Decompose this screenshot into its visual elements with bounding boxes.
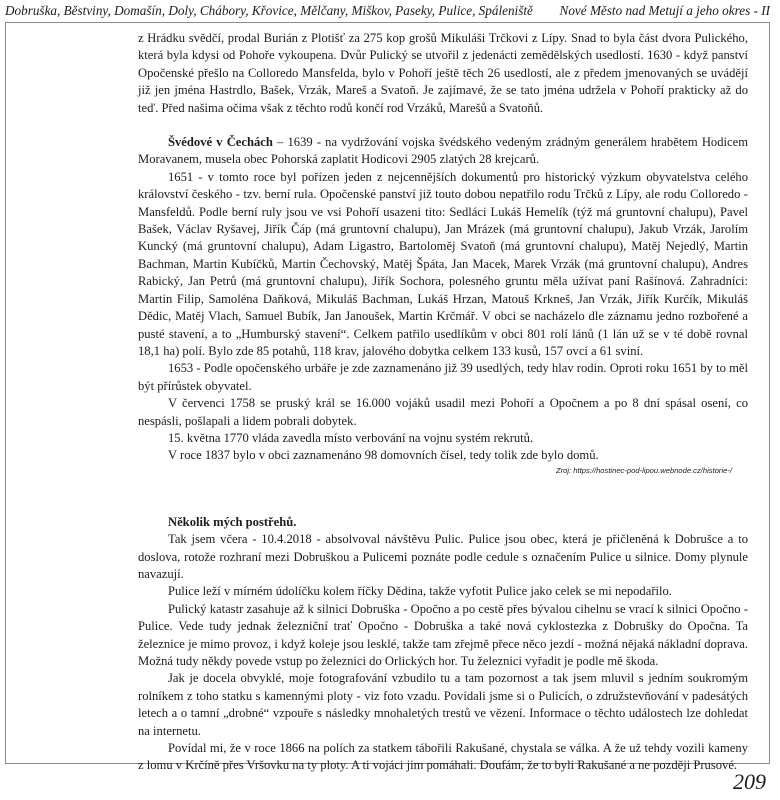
spacer bbox=[138, 117, 748, 134]
paragraph-prusky-kral: V červenci 1758 se pruský král se 16.000 vojáků usadil mezi Pohoří a Opočnem a po 8 dní spásal osení, co nespásli, pošlapali a lidem pobrali dobytek. bbox=[138, 396, 748, 428]
paragraph-domovni-cisla: V roce 1837 bylo v obci zaznamenáno 98 domovních čísel, tedy tolik zde bylo domů. bbox=[168, 448, 599, 463]
source-citation: Zroj: https://hostinec-pod-lipou.webnode.cz/historie-/ bbox=[555, 465, 732, 475]
paragraph-berni-rula: 1651 - v tomto roce byl pořízen jeden z nejcennějších dokumentů pro historický výzkum obyvatelstva celého království českého - tzv. berní rula. Opočenské panství již touto dobou nepatřilo rodu Trčků z Lípy, ale rodu Colloredo - Mansfeldů. Podle berní ruly jsou ve vsi Pohoří usazeni tito: Sedláci Lukáš Hemelík (týž má gruntovní chalupu), Pavel Bašek, Václav Ryšavej, Jiřík Čáp (má gruntovní chalupu), Jan Mrázek (má gruntovní chalupu), Jakub Vrzák, Jarolím Kuncký (má gruntovní chalupu), Adam Ligastro, Bartoloměj Svatoň (má gruntovní chalupu), Matěj Nejedlý, Martin Bachman, Martin Kubíčků, Martin Čechovský, Matěj Špáta, Jan Macek, Marek Vrzák (má gruntovní chalupu), Andres Rabický, Jan Petrů (má gruntovní chalupu), Jiřík Sochora, polesného gruntu měla užívat paní Rašínová. Zahradníci: Martin Filip, Samoléna Daňková, Mikuláš Bachman, Lukáš Hrzan, Matouš Krkneš, Jan Vrzák, Jiřík Kurčík, Mikuláš Dědic, Matěj Vlach, Samuel Bubík, Jan Janoušek, Martin Krčmář. V obci se nacházelo dle záznamu jedno rozbořené a pusté stavení, a to „Humburský stavení“. Celkem patřilo usedlíkům v obci 801 rolí lánů (1 lán už se v té době rovnal 18,1 ha) polí. Bylo zde 85 potahů, 118 krav, jalového dobytka celkem 133 kusů, 157 ovcí a 61 sviní. bbox=[138, 169, 748, 358]
section-heading-postrehy: Několik mých postřehů. bbox=[168, 514, 297, 529]
paragraph-1866: Povídal mi, že v roce 1866 na polích za statkem tábořili Rakušané, chystala se válka. A že už tehdy vozili kameny z lomu v Krčíně přes Vršovku na ty ploty. A ti vojáci jim pomáhali. Doufám, že to byli Rakušané a ne později Prusové. bbox=[138, 741, 748, 773]
paragraph-rekruti: 15. května 1770 vláda zavedla místo verbování na vojnu systém rekrutů. bbox=[168, 430, 534, 445]
running-header bbox=[0, 0, 780, 22]
paragraph-hradek: z Hrádku svědčí, prodal Burián z Plotišť za 275 kop grošů Mikuláši Trčkovi z Lípy. Snad to byla část dvora Pulického, která byla kdysi od Pohoře vykoupena. Dvůr Pulický se utvořil z jedenácti zemědělských usedlostí. 1630 - když panství Opočenské přešlo na Colloredo Mansfelda, bylo v Pohoří ještě těch 26 usedlostí, ale z předem jmenovaných se uvádějí již jen jména Hastrdlo, Bašek, Vrzák, Mareš a Svatoň. Je zajímavé, že se tato jména udržela v Pohoří prakticky až do teď. Před našima očima však z těchto rodů končí rod Vrzáků, Marešů a Svatoňů. bbox=[138, 31, 748, 115]
paragraph-udolicko: Pulice leží v mírném údolíčku kolem říčky Dědina, takže vyfotit Pulice jako celek se mi nepodařilo. bbox=[168, 584, 672, 599]
running-header-right: Nové Město nad Metují a jeho okres - II bbox=[559, 3, 770, 18]
section-heading-svedove: Švédové v Čechách bbox=[168, 135, 273, 150]
paragraph-rolnik: Jak je docela obvyklé, moje fotografování vzbudilo tu a tam pozornost a tak jsem mluvil s jedním soukromým rolníkem z toho statku s kamennými ploty - viz foto vzadu. Povídali jsme si o Pulicích, o združstevňování v padesátých letech a o tamní „drobné“ vzpouře s následky mnohaletých trestů ve vězení. Informace o těchto událostech lze dohledat na internetu. bbox=[138, 671, 748, 738]
spacer bbox=[138, 476, 748, 514]
paragraph-svedove-text: – 1639 - na vydržování vojska švédského vedeným zrádným generálem hrabětem Hodicem Moravanem, musela obec Pohorská zaplatit Hodicovi 2905 zlatých 28 krejcarů. bbox=[138, 135, 748, 167]
page-body bbox=[138, 30, 748, 775]
running-header-left: Dobruška, Běstviny, Domašín, Doly, Chábory, Křovice, Mělčany, Miškov, Paseky, Pulice, Spáleniště bbox=[5, 3, 533, 18]
paragraph-navsteva: Tak jsem včera - 10.4.2018 - absolvoval návštěvu Pulic. Pulice jsou obec, která je přičleněná k Dobrušce a to doslova, rotože rozhraní mezi Dobruškou a Pulicemi poznáte podle cedule s označením Pulice u silnice. Domy plynule navazují. bbox=[138, 532, 748, 581]
paragraph-katastr: Pulický katastr zasahuje až k silnici Dobruška - Opočno a po cestě přes bývalou cihelnu se vrací k silnici Opočno - Pulice. Vede tudy jednak železniční trať Opočno - Dobruška a také nová cyklostezka z Dobrušky do Opočna. Ta železnice je mimo provoz, i když koleje jsou lesklé, takže tam zřejmě přece něco jezdí - možná nějaká nákladní doprava. Možná tudy někdy povede vstup po železnici do Orlických hor. Tu železnici vyřadit je podle mě škoda. bbox=[138, 601, 748, 668]
paragraph-svedove bbox=[138, 134, 748, 169]
paragraph-urbar: 1653 - Podle opočenského urbáře je zde zaznamenáno již 39 usedlých, tedy hlav rodin. Oproti roku 1651 by to měl být přírůstek obyvatel. bbox=[138, 361, 748, 393]
page-number: 209 bbox=[733, 769, 766, 794]
